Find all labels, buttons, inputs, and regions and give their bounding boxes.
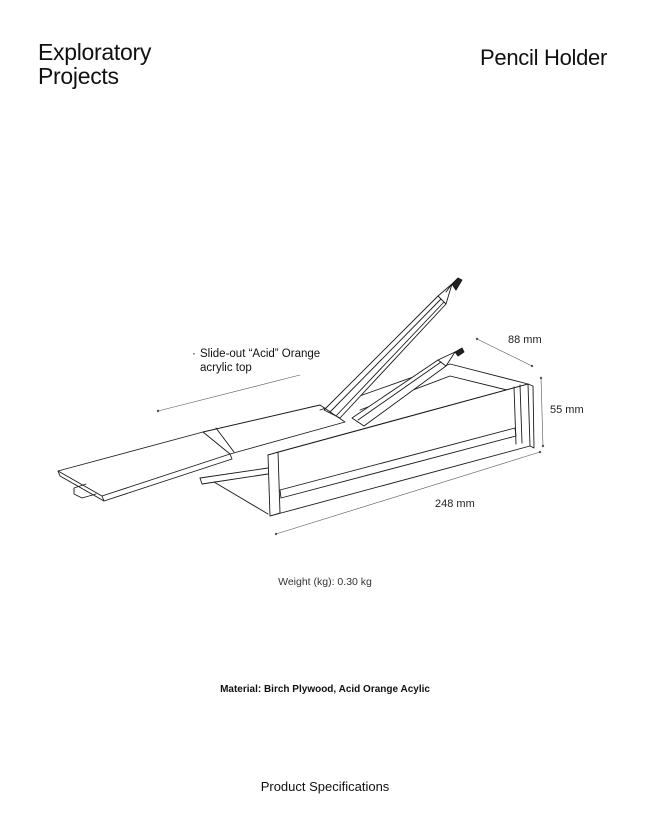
callout-line-1: Slide-out “Acid” Orange bbox=[200, 348, 321, 360]
brand-line-2: Projects bbox=[38, 63, 119, 89]
dim-line-callout bbox=[158, 375, 300, 411]
dim-line-height bbox=[541, 378, 543, 446]
box-front bbox=[200, 384, 534, 516]
callout-bullet: · bbox=[192, 348, 196, 360]
product-title: Pencil Holder bbox=[480, 45, 607, 70]
dim-height-label: 55 mm bbox=[550, 404, 584, 416]
brand-line-1: Exploratory bbox=[38, 39, 152, 65]
dim-width-label: 248 mm bbox=[435, 498, 475, 510]
acrylic-top-callout bbox=[192, 347, 320, 375]
weight-spec: Weight (kg): 0.30 kg bbox=[278, 576, 372, 588]
callout-line-2: acrylic top bbox=[200, 362, 252, 374]
footer-title: Product Specifications bbox=[260, 779, 390, 794]
dim-depth-label: 88 mm bbox=[508, 334, 542, 346]
material-spec: Material: Birch Plywood, Acid Orange Acylic bbox=[220, 684, 430, 695]
